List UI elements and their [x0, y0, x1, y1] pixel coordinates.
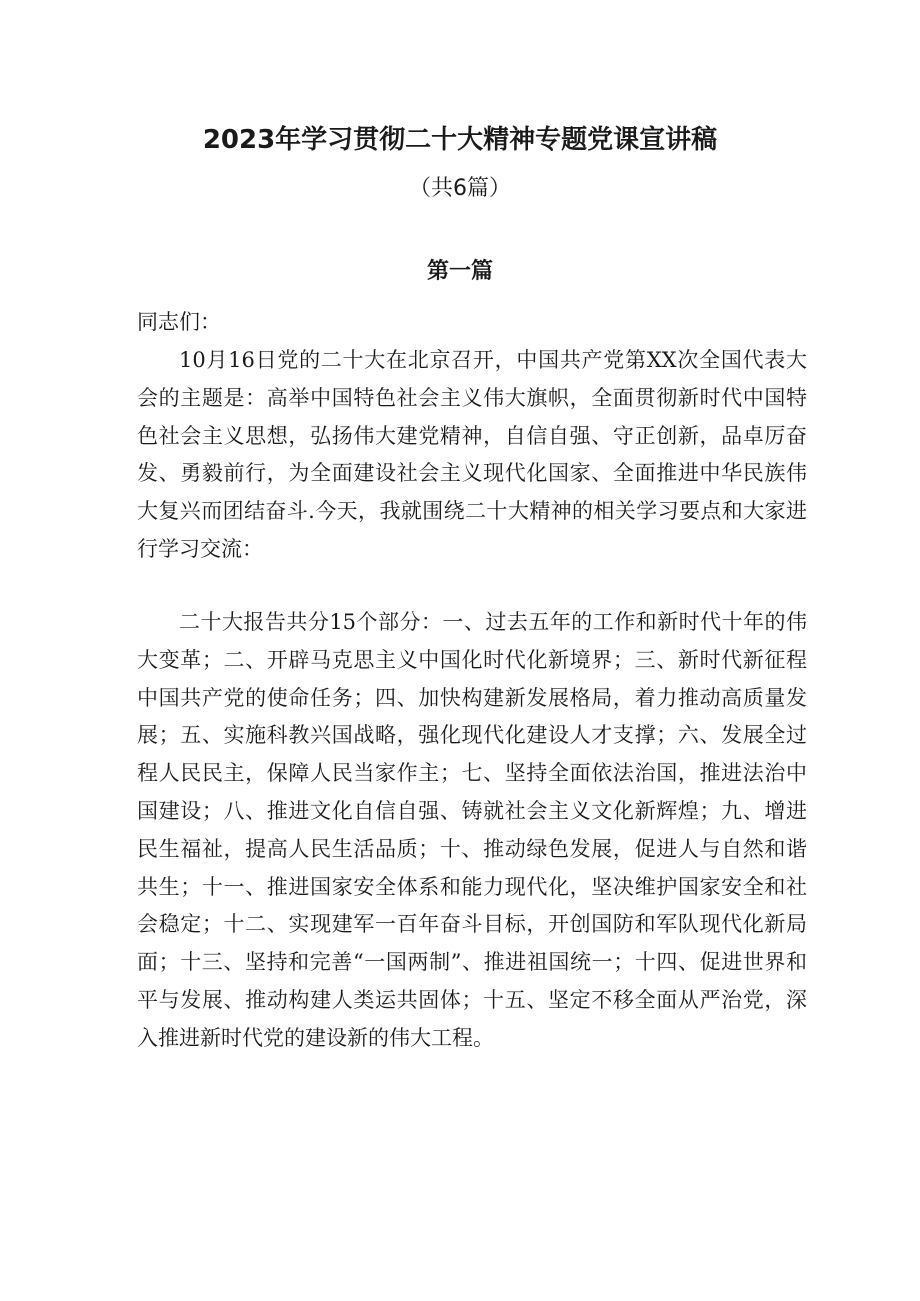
- document-title: 2023年学习贯彻二十大精神专题党课宣讲稿: [202, 125, 718, 155]
- body-paragraph: 二十大报告共分15个部分：一、过去五年的工作和新时代十年的伟大变革；二、开辟马克思主义中国化时代化新境界；三、新时代新征程中国共产党的使命任务；四、加快构建新发展格局，着力推动高质量发展；五、实施科教兴国战略，强化现代化建设人才支撑；六、发展全过程人民民主，保障人民当家作主；七、坚持全面依法治国，推进法治中国建设；八、推进文化自信自强、铸就社会主义文化新辉煌；九、增进民生福祉，提高人民生活品质；十、推动绿色发展，促进人与自然和谐共生；十一、推进国家安全体系和能力现代化，坚决维护国家安全和社会稳定；十二、实现建军一百年奋斗目标，开创国防和军队现代化新局面；十三、坚持和完善“一国两制”、推进祖国统一；十四、促进世界和平与发展、推动构建人类运共固体；十五、坚定不移全面从严治党，深入推进新时代党的建设新的伟大工程。: [137, 610, 807, 1050]
- section-heading: 第一篇: [426, 259, 493, 284]
- salutation: 同志们：: [137, 310, 221, 334]
- body-paragraph: 10月16日党的二十大在北京召开，中国共产党第XX次全国代表大会的主题是：高举中国特色社会主义伟大旗帜，全面贯彻新时代中国特色社会主义思想，弘扬伟大建党精神，自信自强、守正创新，品卓厉奋发、勇毅前行，为全面建设社会主义现代化国家、全面推进中华民族伟大复兴而团结奋斗.今天，我就围绕二十大精神的相关学习要点和大家进行学习交流：: [137, 348, 807, 561]
- document-subtitle: （共6篇）: [409, 176, 511, 201]
